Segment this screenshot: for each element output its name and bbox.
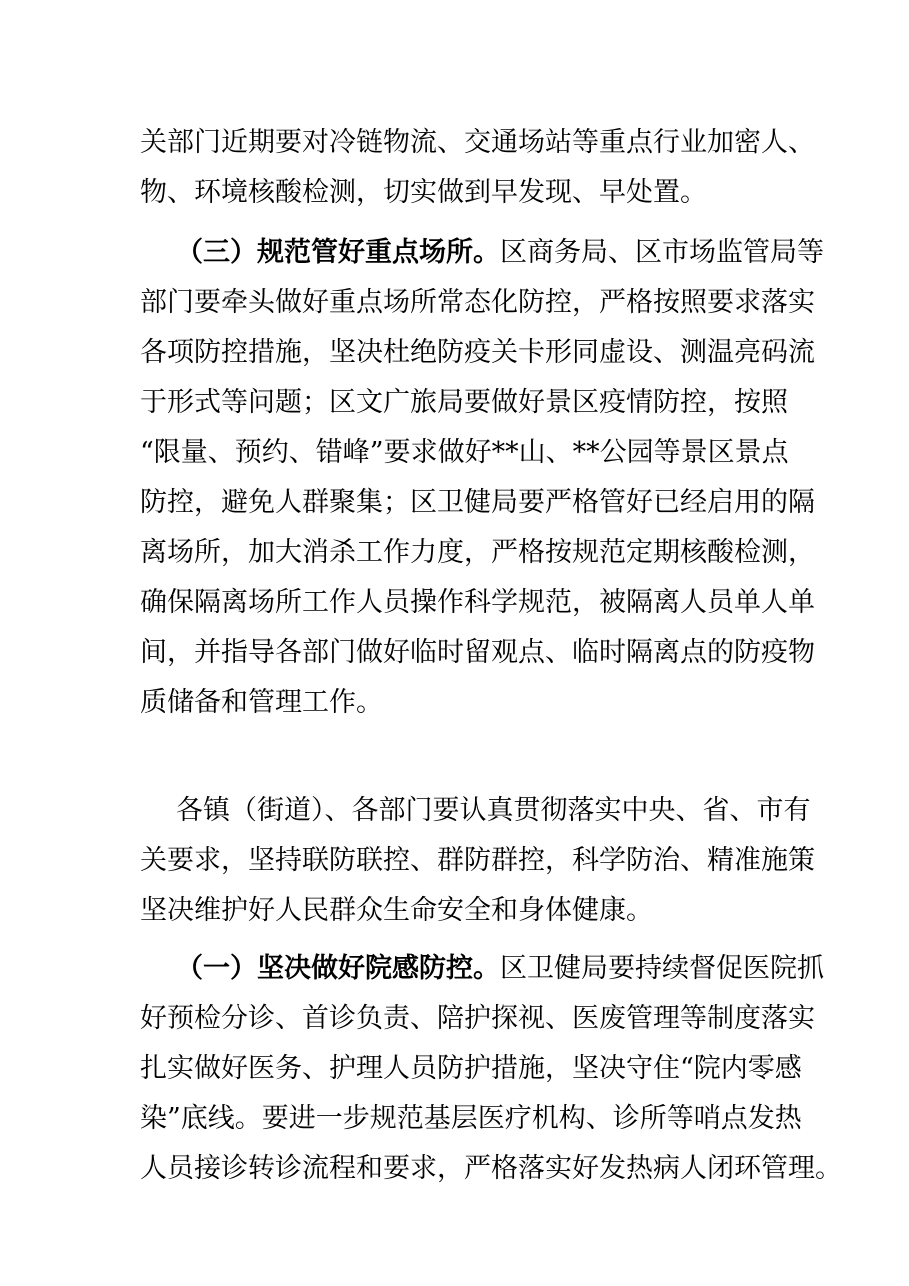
subsection-title: （三）规范管好重点场所。 <box>176 237 500 268</box>
paragraph-first-line <box>176 236 824 270</box>
paragraph-line: 部门要牵头做好重点场所常态化防控，严格按照要求落实 <box>140 287 815 318</box>
paragraph-first-line: 各镇（街道）、各部门要认真贯彻落实中央、省、市有 <box>176 795 811 826</box>
paragraph-line: 扎实做好医务、护理人员防护措施，坚决守住“院内零感 <box>140 1053 802 1084</box>
paragraph-first-line <box>176 952 824 986</box>
paragraph-line: 确保隔离场所工作人员操作科学规范，被隔离人员单人单 <box>140 587 815 618</box>
paragraph-line: 关要求，坚持联防联控、群防群控，科学防治、精准施策 <box>140 845 815 876</box>
paragraph-line: 防控，避免人群聚集；区卫健局要严格管好已经启用的隔 <box>140 487 815 518</box>
paragraph-line: “限量、预约、错峰”要求做好**山、**公园等景区景点 <box>140 437 789 468</box>
paragraph-text: 区卫健局要持续督促医院抓 <box>500 953 824 984</box>
paragraph-line: 质储备和管理工作。 <box>140 687 383 718</box>
paragraph-text: 区商务局、区市场监管局等 <box>500 237 824 268</box>
paragraph-line: 各项防控措施，坚决杜绝防疫关卡形同虚设、测温亮码流 <box>140 337 815 368</box>
paragraph-line: 关部门近期要对冷链物流、交通场站等重点行业加密人、 <box>140 127 815 158</box>
paragraph-line: 离场所，加大消杀工作力度，严格按规范定期核酸检测， <box>140 537 815 568</box>
paragraph-line: 于形式等问题；区文广旅局要做好景区疫情防控，按照 <box>140 387 788 418</box>
paragraph-line: 物、环境核酸检测，切实做到早发现、早处置。 <box>140 177 707 208</box>
subsection-title: （一）坚决做好院感防控。 <box>176 953 500 984</box>
paragraph-line: 坚决维护好人民群众生命安全和身体健康。 <box>140 895 653 926</box>
paragraph-line: 间，并指导各部门做好临时留观点、临时隔离点的防疫物 <box>140 637 815 668</box>
paragraph-line: 人员接诊转诊流程和要求，严格落实好发热病人闭环管理。 <box>140 1153 842 1184</box>
paragraph-line: 染”底线。要进一步规范基层医疗机构、诊所等哨点发热 <box>140 1103 802 1134</box>
paragraph-line: 好预检分诊、首诊负责、陪护探视、医废管理等制度落实 <box>140 1003 815 1034</box>
